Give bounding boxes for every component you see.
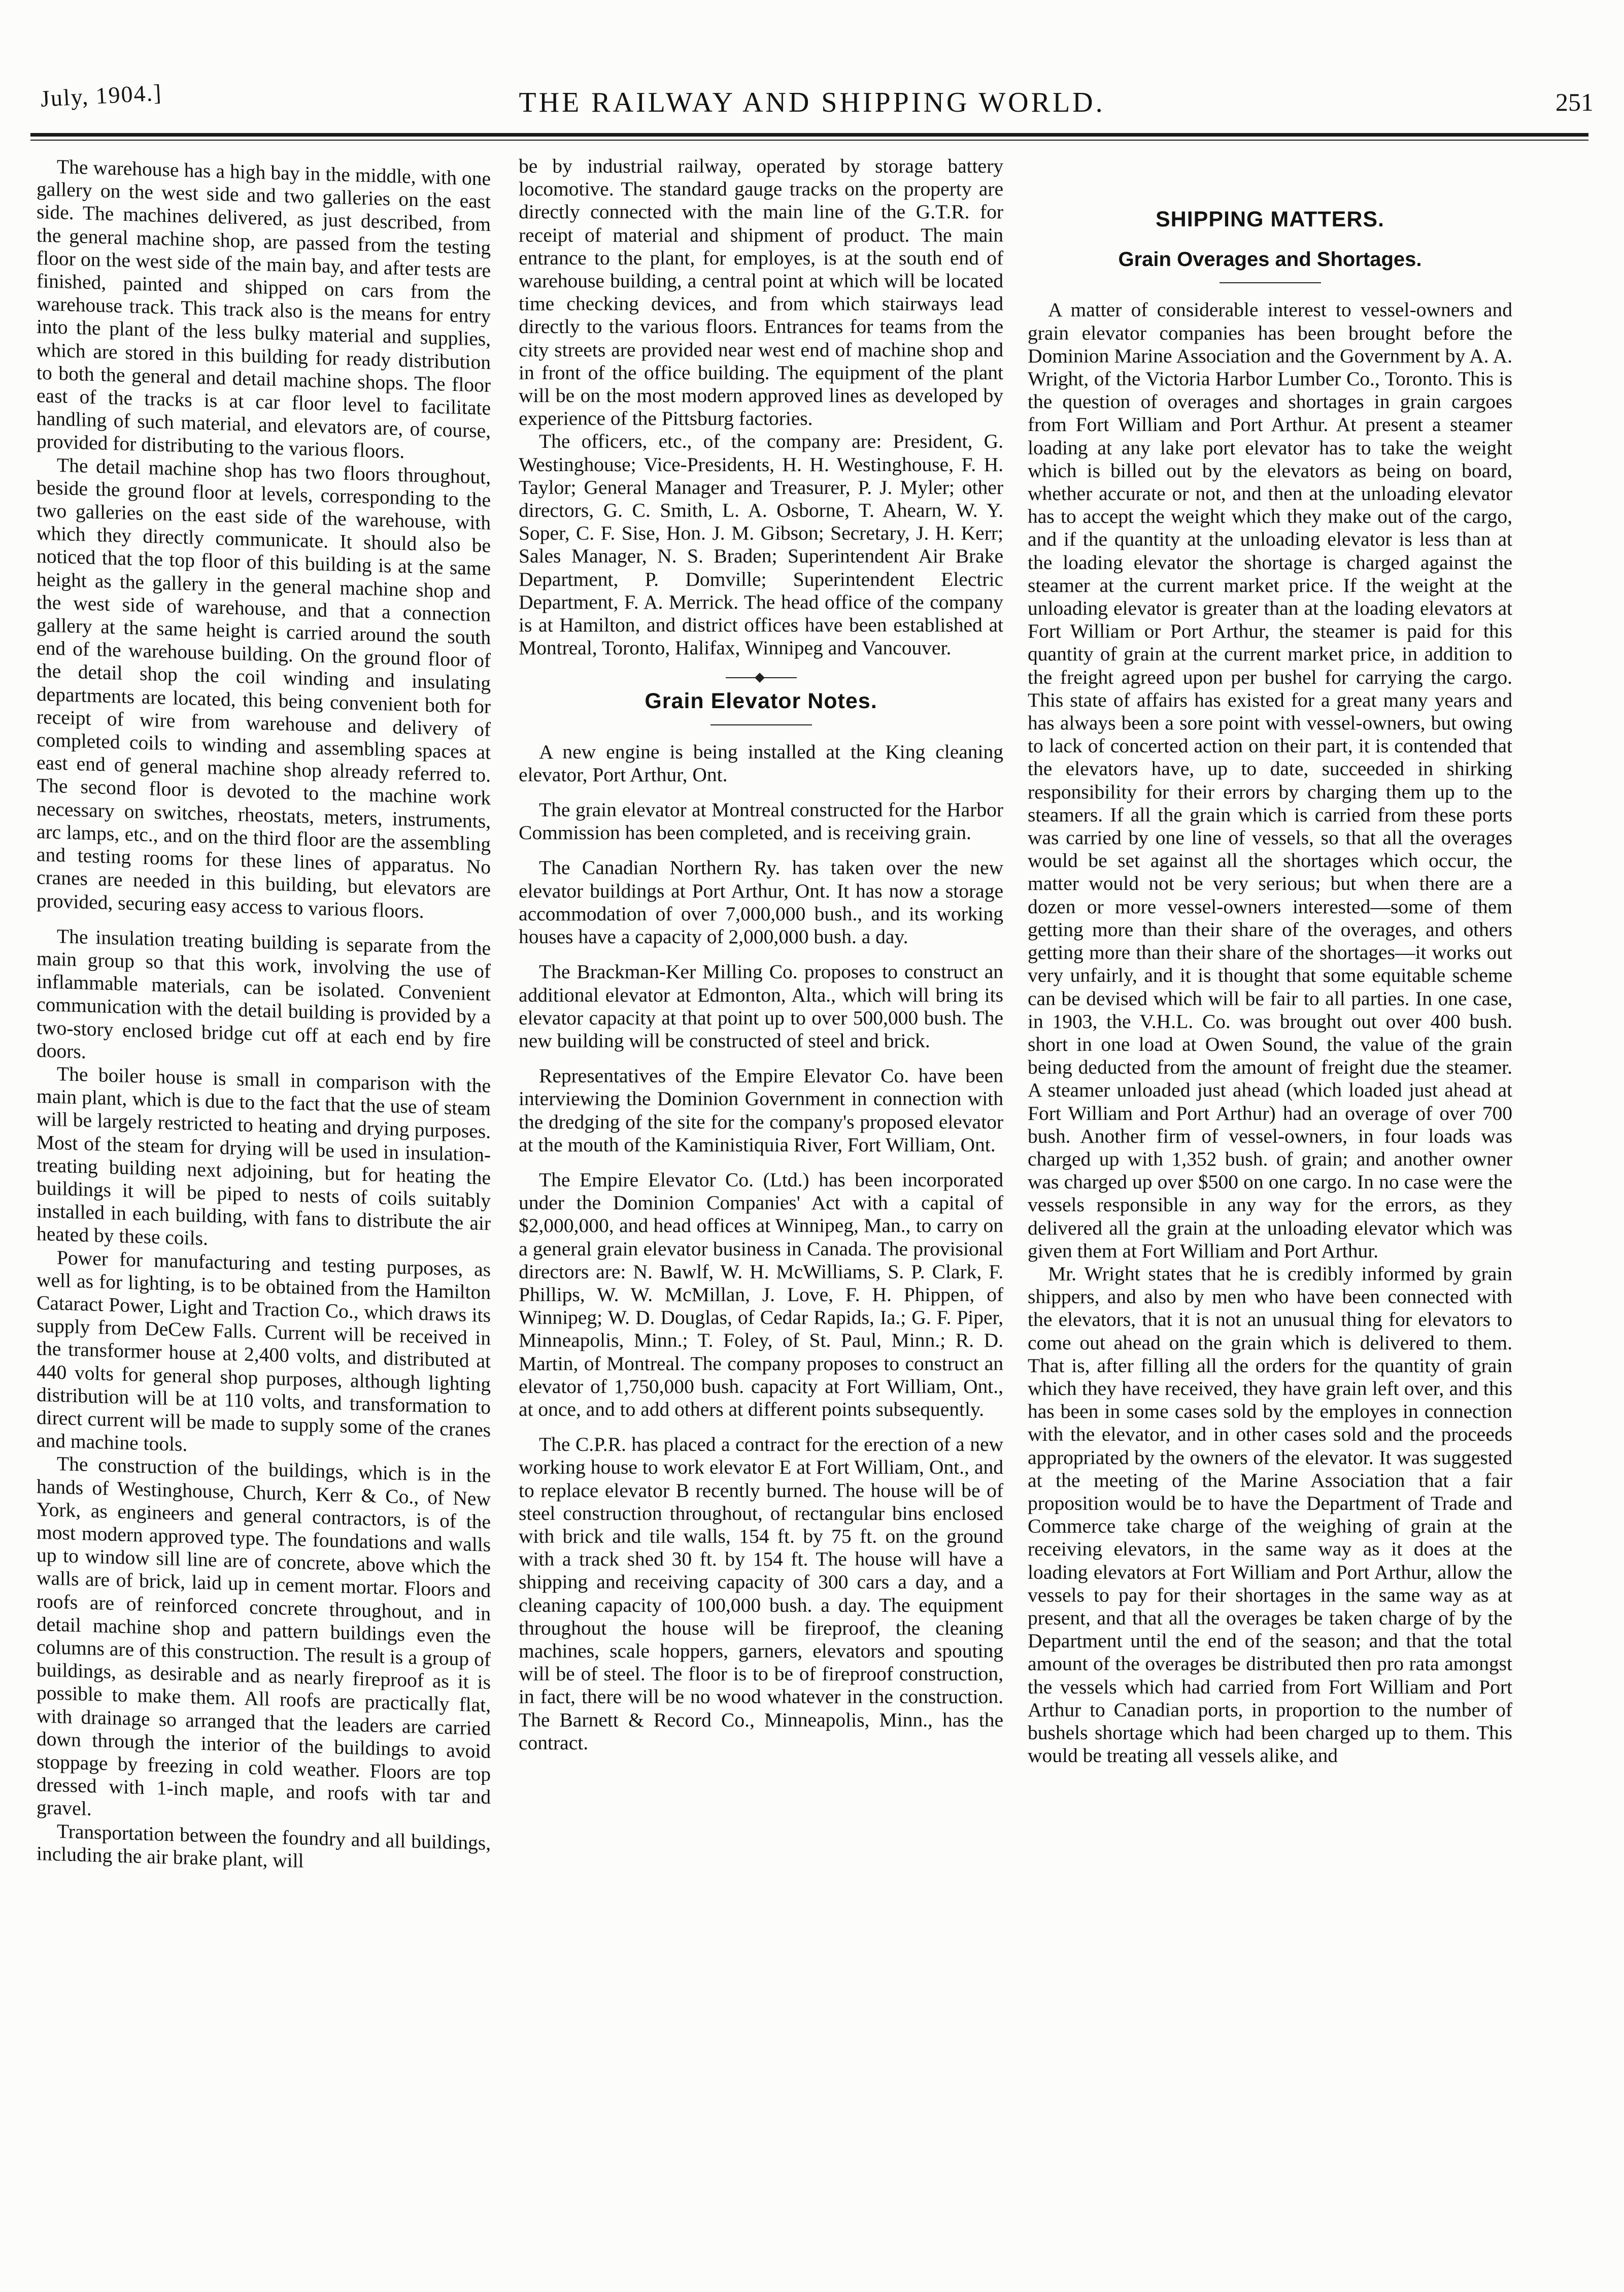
page-number: 251 bbox=[1555, 88, 1594, 116]
col1-paragraph: The insulation treating building is separate from the main group so that this work, involving the use of inflammable materials, can be isolated. Convenient communication with the detail building is provided by a two-story enclosed bridge cut off at each end by fire doors. bbox=[37, 924, 491, 1063]
elevator-note: A new engine is being installed at the King cleaning elevator, Port Arthur, Ont. bbox=[519, 740, 1003, 786]
publication-title: THE RAILWAY AND SHIPPING WORLD. bbox=[519, 87, 1105, 118]
col1-paragraph: Power for manufacturing and testing purposes, as well as for lighting, is to be obtained from the Hamilton Cataract Power, Light and Traction Co., which draws its supply from DeCew Falls. Current will be received in the transformer house at 2,400 volts, and distributed at 440 volts for general shop purposes, although lighting distribution will be at 110 volts, and transformation to direct current will be made to supply some of the cranes and machine tools. bbox=[37, 1246, 491, 1456]
col1-paragraph: The detail machine shop has two floors throughout, beside the ground floor at levels, corresponding to the two galleries on the east side of the warehouse, with which they directly communicate. It should also be noticed that the top floor of this building is at the same height as the gallery in the general machine shop and the west side of warehouse, and that a connection gallery at the same height is carried around the south end of the warehouse building. On the ground floor of the detail shop the coil winding and insulating departments are located, this being convenient both for receipt of wire from warehouse and delivery of completed coils to winding and assembling spaces at east end of general machine shop already referred to. The second floor is devoted to the machine work necessary on switches, rheostats, meters, instruments, arc lamps, etc., and on the third floor are the assembling and testing rooms for these lines of apparatus. No cranes are needed in this building, but elevators are provided, securing easy access to various floors. bbox=[37, 453, 491, 922]
grain-elevator-notes-heading: Grain Elevator Notes. bbox=[645, 689, 877, 714]
elevator-note: The Canadian Northern Ry. has taken over the new elevator buildings at Port Arthur, Ont. It has now a storage accommodation of over 7,000,000 bush., and its working houses have a capacity of 2,000,000 bush. a day. bbox=[519, 856, 1003, 948]
col1-paragraph: The warehouse has a high bay in the middle, with one gallery on the west side and two galleries on the east side. The machines delivered, as just described, from the general machine shop, are passed from the testing floor on the west side of the main bay, and after tests are finished, painted and shipped on cars from the warehouse track. This track also is the means for entry into the plant of the less bulky material and supplies, which are stored in this building for ready distribution to both the general and detail machine shops. The floor east of the tracks is at car floor level to facilitate handling of such material, and elevators are, of course, provided for distributing to the various floors. bbox=[37, 155, 491, 463]
header-rule-thin bbox=[30, 140, 1588, 141]
col1-paragraph: The construction of the buildings, which is in the hands of Westinghouse, Church, Kerr & Co., of New York, as engineers and general contractors, is of the most modern approved type. The foundations and walls up to window sill line are of concrete, above which the walls are of brick, laid up in cement mortar. Floors and roofs are of reinforced concrete throughout, and in detail machine shop and pattern buildings even the columns are of this construction. The result is a group of buildings, as desirable and as nearly fireproof as it is possible to make them. All roofs are practically flat, with drainage so arranged that the leaders are carried down through the interior of the buildings to avoid stoppage by freezing in cold weather. Floors are top dressed with 1-inch maple, and roofs with tar and gravel. bbox=[37, 1452, 491, 1820]
article-paragraph: Mr. Wright states that he is credibly informed by grain shippers, and also by men who have been connected with the elevators, that it is not an unusual thing for elevators to come out ahead on the grain which is delivered to them. That is, after filling all the orders for the quantity of grain which they have received, they have grain left over, and this has been in some cases sold by the employes in connection with the elevator, and in other cases sold and the proceeds appropriated by the owners of the elevator. It was suggested at the meeting of the Marine Association that a fair proposition would be to have the Department of Trade and Commerce take charge of the weighing of grain at the receiving elevators, in the same way as it does at the loading elevators at Fort William and Port Arthur, allow the vessels to pay for their shortages in the same way as at present, and that all the overages be taken charge of by the Department until the end of the season; and that the total amount of the overages be distributed then pro rata amongst the vessels which had carried from Fort William and Port Arthur to Canadian ports, in proportion to the number of bushels shortage which had been charged up to them. This would be treating all vessels alike, and bbox=[1028, 1262, 1512, 1767]
column-3 bbox=[1028, 208, 1512, 1767]
col1-paragraph: Transportation between the foundry and all buildings, including the air brake plant, will bbox=[37, 1819, 491, 1872]
article-paragraph: A matter of considerable interest to vessel-owners and grain elevator companies has been brought before the Dominion Marine Association and the Government by A. A. Wright, of the Victoria Harbor Lumber Co., Toronto. This is the question of overages and shortages in grain cargoes from Fort William and Port Arthur. At present a steamer loading at any lake port elevator has to take the weight which is billed out by the elevators as being on board, whether accurate or not, and then at the unloading elevator has to accept the weight which they make out of the cargo, and if the quantity at the unloading elevator is less than at the loading elevator the shortage is charged against the steamer at the current market price. If the weight at the unloading elevator is greater than at the loading elevators at Fort William or Port Arthur, the steamer is paid for this quantity of grain at the current market price, in addition to the freight agreed upon per bushel for carrying the cargo. This state of affairs has existed for a great many years and has always been a sore point with vessel-owners, but owing to lack of concerted action on their part, it is contended that the elevators have, up to date, succeeded in shirking responsibility for their errors by charging them up to the steamers. If all the grain which is carried from these ports was carried by one line of vessels, so that all the overages would be set against all the shortages which occur, the matter would not be very serious; but when there are a dozen or more vessel-owners interested—some of them getting more than their share of the overages, and others getting more than their share of the shortages—it works out very unfairly, and it is thought that some equitable scheme can be devised which will be fair to all parties. In one case, in 1903, the V.H.L. Co. was brought out over 400 bush. short in one load at Owen Sound, the value of the grain being deducted from the amount of freight due the steamer. A steamer unloaded just ahead (which loaded just ahead at Fort William and Port Arthur) had an overage of over 700 bush. Another firm of vessel-owners, in four loads was charged up with 1,352 bush. of grain; and another owner was charged up over $500 on one cargo. In no case were the vessels responsible in any way for the errors, as they delivered all the grain at the unloading elevator which was given them at Fort William and Port Arthur. bbox=[1028, 298, 1512, 1262]
elevator-note: Representatives of the Empire Elevator Co. have been interviewing the Dominion Government in connection with the dredging of the site for the company's proposed elevator at the mouth of the Kaministiquia River, Fort William, Ont. bbox=[519, 1065, 1003, 1156]
elevator-note: The C.P.R. has placed a contract for the erection of a new working house to work elevator E at Fort William, Ont., and to replace elevator B recently burned. The house will be of steel construction throughout, of rectangular bins enclosed with brick and tile walls, 154 ft. by 75 ft. on the ground with a track shed 30 ft. by 154 ft. The house will have a shipping and receiving capacity of 300 cars a day, and a cleaning capacity of 100,000 bush. a day. The equipment throughout the house will be fireproof, the cleaning machines, scale hoppers, garners, elevators and spouting will be of steel. The floor is to be of fireproof construction, in fact, there will be no wood whatever in the construction. The Barnett & Record Co., Minneapolis, Minn., has the contract. bbox=[519, 1433, 1003, 1754]
elevator-note: The grain elevator at Montreal constructed for the Harbor Commission has been completed, and is receiving grain. bbox=[519, 799, 1003, 844]
elevator-note: The Brackman-Ker Milling Co. proposes to construct an additional elevator at Edmonton, Alta., which will bring its elevator capacity at that point up to over 500,000 bush. The new building will be constructed of steel and brick. bbox=[519, 960, 1003, 1052]
column-2 bbox=[519, 155, 1003, 1754]
section-ornament bbox=[726, 674, 797, 682]
heading-rule bbox=[1220, 282, 1321, 283]
issue-date: July, 1904.] bbox=[40, 79, 163, 112]
heading-rule bbox=[710, 724, 812, 725]
shipping-matters-heading: SHIPPING MATTERS. bbox=[1155, 207, 1384, 231]
header-rule-thick bbox=[30, 133, 1588, 137]
article-title: Grain Overages and Shortages. bbox=[1118, 248, 1422, 271]
running-header bbox=[30, 76, 1594, 122]
col2-paragraph: The officers, etc., of the company are: President, G. Westinghouse; Vice-Presidents, H. H. Westinghouse, F. H. Taylor; General Manager and Treasurer, P. J. Myler; other directors, G. C. Smith, L. A. Osborne, T. Ahearn, W. Y. Soper, C. F. Sise, Hon. J. M. Gibson; Secretary, J. H. Kerr; Sales Manager, N. S. Braden; Superintendent Air Brake Department, P. Domville; Superintendent Electric Department, F. A. Merrick. The head office of the company is at Hamilton, and district offices have been established at Montreal, Toronto, Halifax, Winnipeg and Vancouver. bbox=[519, 430, 1003, 659]
col2-paragraph: be by industrial railway, operated by storage battery locomotive. The standard gauge tracks on the property are directly connected with the main line of the G.T.R. for receipt of material and shipment of product. The main entrance to the plant, for employes, is at the south end of warehouse building, a central point at which will be located time checking devices, and from which stairways lead directly to the various floors. Entrances for teams from the city streets are provided near west end of machine shop and in front of the office building. The equipment of the plant will be on the most modern approved lines as developed by experience of the Pittsburg factories. bbox=[519, 155, 1003, 430]
elevator-note: The Empire Elevator Co. (Ltd.) has been incorporated under the Dominion Companies' Act with a capital of $2,000,000, and head offices at Winnipeg, Man., to carry on a general grain elevator business in Canada. The provisional directors are: N. Bawlf, W. H. McWilliams, S. P. Clark, F. Phillips, W. W. McMillan, J. Love, F. H. Phippen, of Winnipeg; W. D. Douglas, of Cedar Rapids, Ia.; G. F. Piper, Minneapolis, Minn.; T. Foley, of St. Paul, Minn.; R. D. Martin, of Montreal. The company proposes to construct an elevator of 1,750,000 bush. capacity at Fort William, Ont., at once, and to add others at different points subsequently. bbox=[519, 1168, 1003, 1420]
column-1 bbox=[37, 155, 491, 1872]
col1-paragraph: The boiler house is small in comparison with the main plant, which is due to the fact that the use of steam will be largely restricted to heating and drying purposes. Most of the steam for drying will be used in insulation-treating building next adjoining, but for heating the buildings it will be piped to nests of coils suitably installed in each building, with fans to distribute the air heated by these coils. bbox=[37, 1062, 491, 1250]
